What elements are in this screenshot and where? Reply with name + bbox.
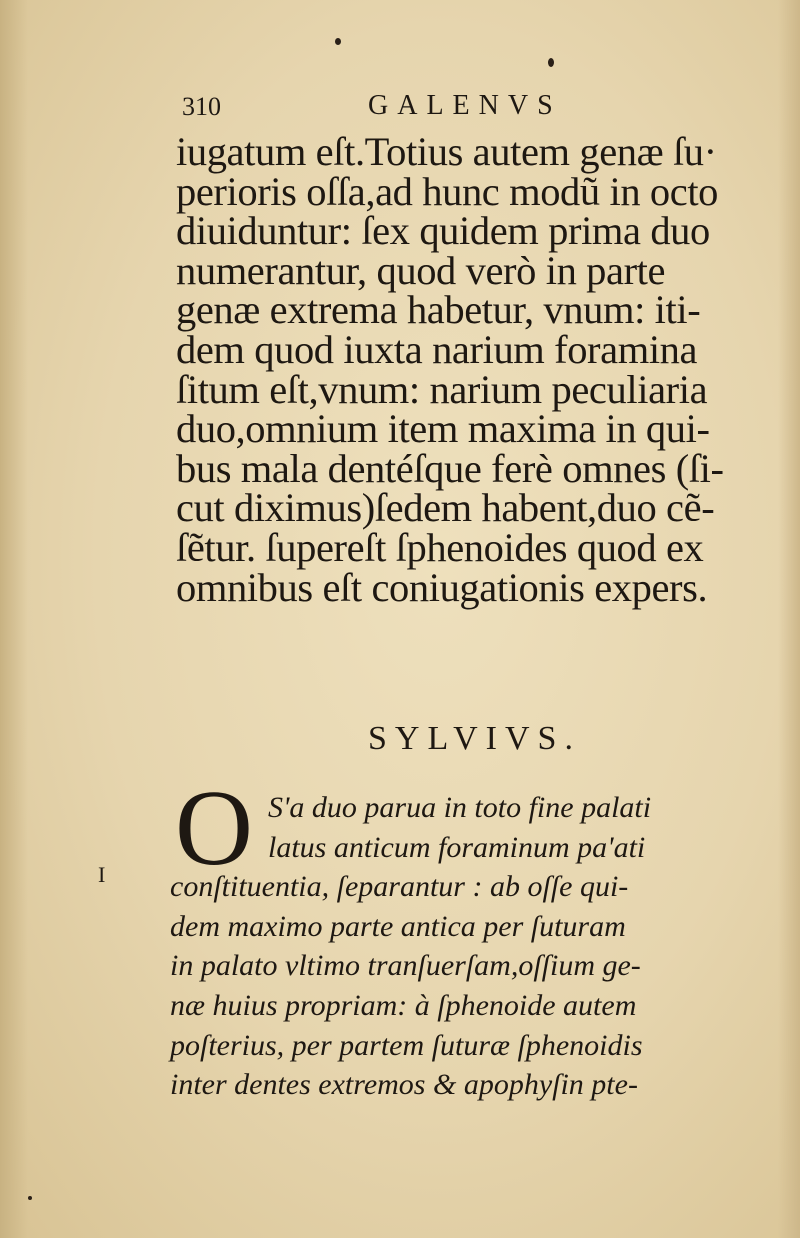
italic-line: conſtituentia, ſeparantur : ab oſſe qui-	[170, 870, 629, 904]
italic-line: poſterius, per partem ſuturæ ſphenoidis	[170, 1028, 643, 1062]
ink-speck	[548, 58, 554, 67]
italic-text-block	[170, 788, 770, 1105]
italic-line: latus anticum foraminum pa'ati	[268, 830, 646, 864]
text-line: diuiduntur: ſex quidem prima duo	[176, 208, 710, 254]
text-line: bus mala dentéſque ferè omnes (ſi-	[176, 445, 724, 491]
text-line: omnibus eſt coniugationis expers.	[176, 564, 708, 610]
text-line: genæ extrema habetur, vnum: iti-	[176, 287, 701, 333]
section-heading: SYLVIVS.	[368, 720, 581, 757]
italic-line: næ huius propriam: à ſphenoide autem	[170, 988, 637, 1022]
text-line: duo,omnium item maxima in qui-	[176, 406, 710, 452]
text-line: iugatum eſt.Totius autem genæ ſu·	[176, 129, 717, 174]
page-header	[182, 90, 602, 130]
italic-line: dem maximo parte antica per ſuturam	[170, 909, 626, 943]
text-line: perioris oſſa,ad hunc modũ in octo	[176, 168, 719, 214]
folio-number: 310	[182, 92, 221, 121]
text-line: ſẽtur. ſupereſt ſphenoides quod ex	[176, 524, 704, 570]
text-line: cut diximus)ſedem habent,duo cẽ-	[176, 485, 715, 531]
italic-line: S'a duo parua in toto fine palati	[268, 791, 652, 824]
text-line: ſitum eſt,vnum: narium peculiaria	[176, 366, 708, 412]
italic-line: in palato vltimo tranſuerſam,oſſium ge-	[170, 949, 641, 983]
drop-capital: O	[175, 769, 253, 888]
text-line: dem quod iuxta narium foramina	[176, 326, 698, 372]
margin-note: I	[98, 862, 106, 887]
running-head: GALENVS	[368, 90, 562, 121]
roman-text-block	[176, 129, 776, 610]
ink-speck	[335, 38, 341, 45]
italic-line: inter dentes extremos & apophyſin pte-	[170, 1068, 638, 1102]
text-line: numerantur, quod verò in parte	[176, 247, 666, 293]
ink-speck	[28, 1196, 32, 1200]
